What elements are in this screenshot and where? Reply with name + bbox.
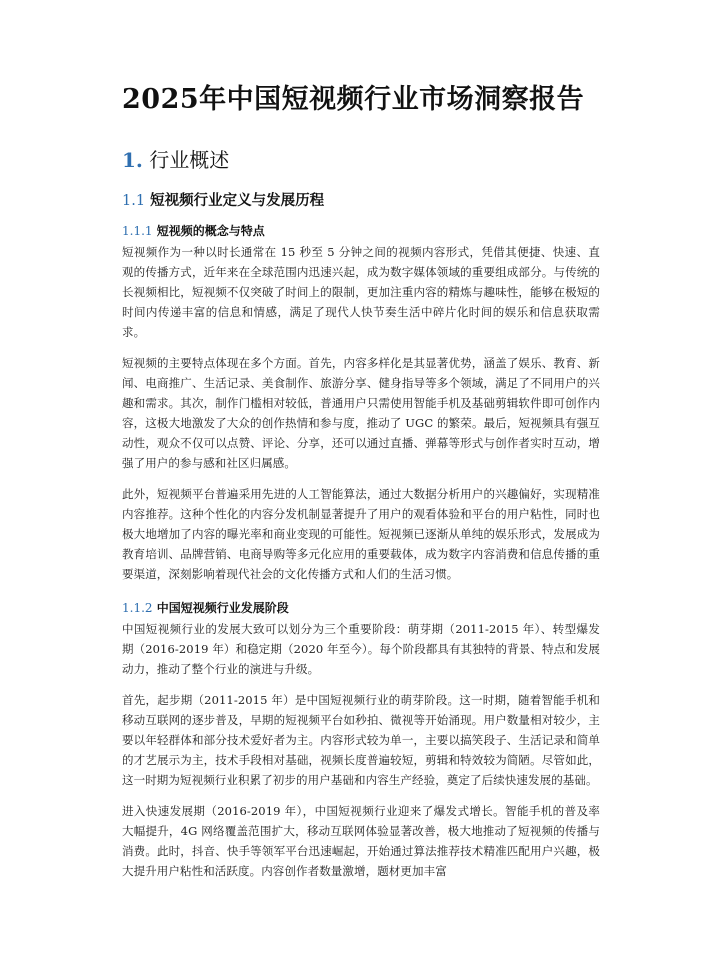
section-title: 短视频的概念与特点 bbox=[156, 224, 265, 238]
paragraph: 此外，短视频平台普遍采用先进的人工智能算法，通过大数据分析用户的兴趣偏好，实现精准内容推荐。这种个性化的内容分发机制显著提升了用户的观看体验和平台的用户粘性，同时也极大地增加了内容的曝光率和商业变现的可能性。短视频已逐渐从单纯的娱乐形式，发展成为教育培训、品牌营销、电商导购等多元化应用的重要载体，成为数字内容消费和信息传播的重要渠道，深刻影响着现代社会的文化传播方式和人们的生活习惯。 bbox=[122, 487, 600, 581]
section-number: 1.1 bbox=[122, 193, 146, 209]
section-title: 行业概述 bbox=[149, 148, 230, 172]
section-number: 1.1.2 bbox=[122, 601, 153, 615]
section-number: 1. bbox=[122, 148, 143, 172]
document-title: 2025年中国短视频行业市场洞察报告 bbox=[122, 84, 585, 115]
section-heading-1-1-2 bbox=[122, 599, 600, 617]
paragraph: 短视频的主要特点体现在多个方面。首先，内容多样化是其显著优势，涵盖了娱乐、教育、新闻、电商推广、生活记录、美食制作、旅游分享、健身指导等多个领域，满足了不同用户的兴趣和需求。其次，制作门槛相对较低，普通用户只需使用智能手机及基础剪辑软件即可创作内容，这极大地激发了大众的创作热情和参与度，推动了 UGC 的繁荣。最后，短视频具有强互动性，观众不仅可以点赞、评论、分享，还可以通过直播、弹幕等形式与创作者实时互动，增强了用户的参与感和社区归属感。 bbox=[122, 356, 600, 470]
document-page bbox=[122, 80, 600, 892]
section-heading-1-1 bbox=[122, 190, 600, 212]
paragraph: 首先，起步期（2011-2015 年）是中国短视频行业的萌芽阶段。这一时期，随着智能手机和移动互联网的逐步普及，早期的短视频平台如秒拍、微视等开始涌现。用户数量相对较少，主要以年轻群体和部分技术爱好者为主。内容形式较为单一，主要以搞笑段子、生活记录和简单的才艺展示为主，技术手段相对基础，视频长度普遍较短，剪辑和特效较为简陋。尽管如此，这一时期为短视频行业积累了初步的用户基础和内容生产经验，奠定了后续快速发展的基础。 bbox=[122, 693, 600, 787]
section-number: 1.1.1 bbox=[122, 224, 153, 238]
paragraph: 进入快速发展期（2016-2019 年），中国短视频行业迎来了爆发式增长。智能手机的普及率大幅提升，4G 网络覆盖范围扩大，移动互联网体验显著改善，极大地推动了短视频的传播与消费。此时，抖音、快手等领军平台迅速崛起，开始通过算法推荐技术精准匹配用户兴趣，极大提升用户粘性和活跃度。内容创作者数量激增，题材更加丰富 bbox=[122, 804, 600, 878]
section-heading-1 bbox=[122, 146, 600, 174]
paragraph: 中国短视频行业的发展大致可以划分为三个重要阶段：萌芽期（2011-2015 年）、转型爆发期（2016-2019 年）和稳定期（2020 年至今）。每个阶段都具有其独特的背景、特点和发展动力，推动了整个行业的演进与升级。 bbox=[122, 622, 600, 676]
section-title: 短视频行业定义与发展历程 bbox=[150, 192, 325, 209]
section-title: 中国短视频行业发展阶段 bbox=[156, 601, 289, 615]
paragraph: 短视频作为一种以时长通常在 15 秒至 5 分钟之间的视频内容形式，凭借其便捷、快速、直观的传播方式，近年来在全球范围内迅速兴起，成为数字媒体领域的重要组成部分。与传统的长视频相比，短视频不仅突破了时间上的限制，更加注重内容的精炼与趣味性，能够在极短的时间内传递丰富的信息和情感，满足了现代人快节奏生活中碎片化时间的娱乐和信息获取需求。 bbox=[122, 245, 600, 339]
section-heading-1-1-1 bbox=[122, 222, 600, 240]
